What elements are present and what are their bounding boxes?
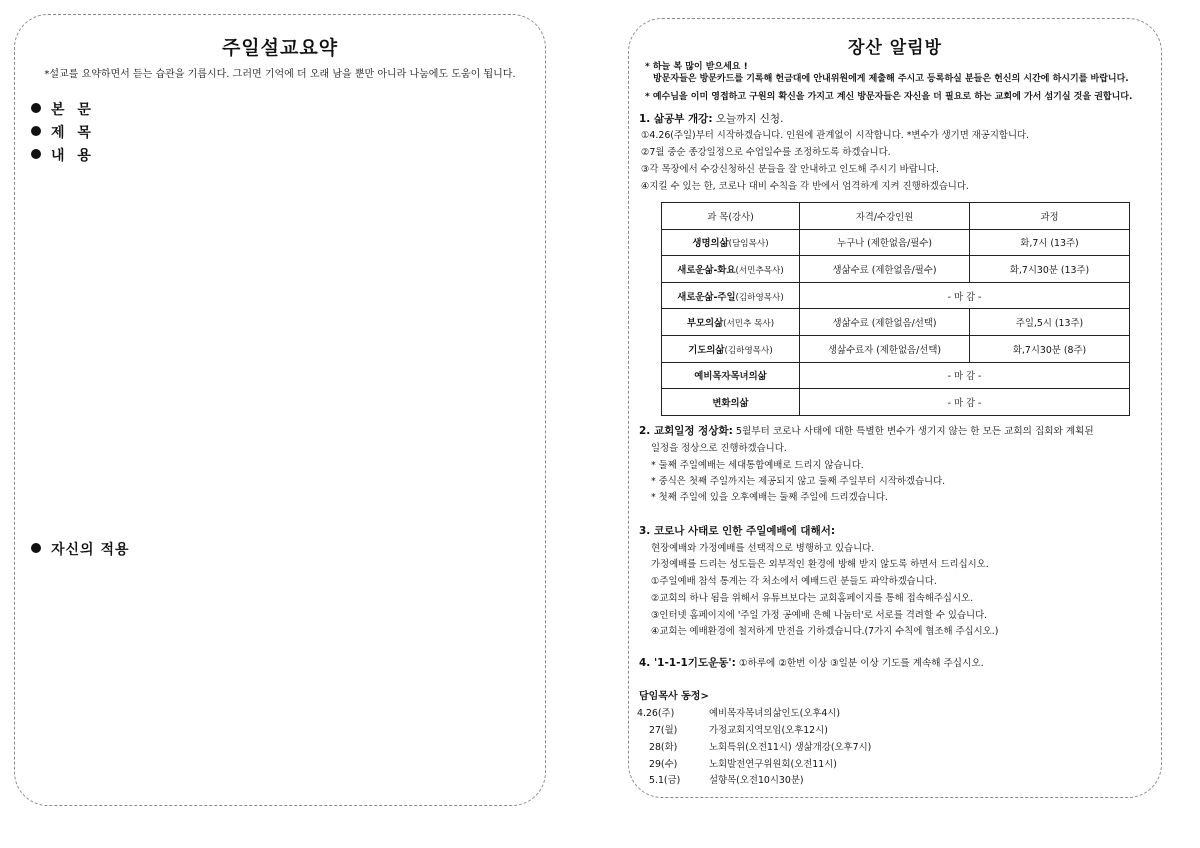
course-schedule: 화,7시 (13주) [970, 229, 1130, 256]
sermon-summary-title: 주일설교요약 [221, 37, 339, 59]
course-name: 변화의삶 [662, 389, 800, 416]
section-1-line: ③각 목장에서 수강신청하신 분들을 잘 안내하고 인도해 주시기 바랍니다. [641, 164, 939, 175]
course-closed: - 마 감 - [800, 362, 1130, 389]
bullet-label: 내 용 [51, 148, 95, 164]
course-closed: - 마 감 - [800, 389, 1130, 416]
course-name: 기도의삶(김하영목사) [662, 335, 800, 362]
section-1-line: ②7월 중순 종강일정으로 수업일수를 조정하도록 하겠습니다. [641, 147, 891, 158]
schedule-date: 28(화) [649, 742, 678, 753]
bullet-scripture [31, 99, 95, 119]
section-heading-tail: 5월부터 코로나 사태에 대한 특별한 변수가 생기지 않는 한 모든 교회의 집회와 계획된 [732, 426, 1094, 437]
table-row [662, 389, 1130, 416]
sermon-summary-subtitle: *설교를 요약하면서 듣는 습관을 기릅시다. 그러면 기억에 더 오래 남을 뿐만 아니라 나눔에도 도움이 됩니다. [44, 69, 516, 80]
section-2-line: 일정을 정상으로 진행하겠습니다. [651, 443, 787, 454]
table-row [662, 256, 1130, 283]
section-2-line: * 첫째 주일에 있을 오후예배는 둘째 주일에 드리겠습니다. [651, 492, 888, 503]
announcements-panel [628, 18, 1162, 798]
visitor-recommendation: * 예수님을 이미 영접하고 구원의 확신을 가지고 계신 방문자들은 자신을 더 필요로 하는 교회에 가서 섬기실 것을 권합니다. [645, 92, 1133, 102]
table-header-row [662, 203, 1130, 230]
schedule-event: 가정교회지역모임(오후12시) [709, 725, 828, 736]
section-3-line: 가정예배를 드리는 성도들은 외부적인 환경에 방해 받지 않도록 하면서 드리십시오. [651, 559, 989, 570]
table-row [662, 282, 1130, 309]
section-4-heading [639, 657, 984, 670]
course-qualification: 생삶수료 (제한없음/선택) [800, 309, 970, 336]
course-qualification: 생삶수료자 (제한없음/선택) [800, 335, 970, 362]
sermon-summary-panel [14, 14, 546, 806]
section-1-line: ①4.26(주일)부터 시작하겠습니다. 인원에 관계없이 시작합니다. *변수가 생기면 재공지합니다. [641, 130, 1030, 141]
schedule-date: 4.26(주) [637, 708, 675, 719]
section-2-line: * 중식은 첫째 주일까지는 제공되지 않고 둘째 주일부터 시작하겠습니다. [651, 476, 946, 487]
course-name: 부모의삶(서민추 목사) [662, 309, 800, 336]
section-3-line: ①주일예배 참석 통계는 각 처소에서 예배드린 분들도 파악하겠습니다. [651, 576, 937, 587]
bullet-content [31, 145, 95, 165]
course-schedule: 화,7시30분 (13주) [970, 256, 1130, 283]
table-row [662, 309, 1130, 336]
table-header: 자격/수강인원 [800, 203, 970, 230]
schedule-date: 29(수) [649, 759, 678, 770]
welcome-notice: * 하늘 복 많이 받으세요 ! [645, 62, 748, 72]
section-3-line: ④교회는 예배환경에 철저하게 만전을 기하겠습니다.(7가지 수칙에 협조해 주십시오.) [651, 626, 999, 637]
course-schedule: 주일,5시 (13주) [970, 309, 1130, 336]
course-schedule: 화,7시30분 (8주) [970, 335, 1130, 362]
pastor-schedule-heading: 담임목사 동정> [639, 691, 709, 702]
schedule-event: 노회발전연구위원회(오전11시) [709, 759, 837, 770]
section-1-line: ④지킬 수 있는 한, 코로나 대비 수칙을 각 반에서 엄격하게 지켜 진행하겠습니다. [641, 181, 969, 192]
section-3-heading: 3. 코로나 사태로 인한 주일예배에 대해서: [639, 525, 836, 537]
bullet-title [31, 122, 95, 142]
bullet-label: 자신의 적용 [51, 542, 130, 558]
section-heading-tail: ①하루에 ②한번 이상 ③일분 이상 기도를 계속해 주십시오. [735, 658, 984, 669]
course-qualification: 누구나 (제한없음/필수) [800, 229, 970, 256]
schedule-event: 노회특위(오전11시) 생삶개강(오후7시) [709, 742, 872, 753]
section-2-heading [639, 425, 1094, 438]
course-name: 생명의삶(담임목사) [662, 229, 800, 256]
section-3-line: ②교회의 하나 됨을 위해서 유튜브보다는 교회홈페이지를 통해 접속해주십시오. [651, 593, 974, 604]
bullet-dot-icon [31, 126, 41, 136]
section-heading-tail: 오늘까지 신청. [712, 113, 784, 125]
table-row [662, 335, 1130, 362]
visitor-notice: 방문자들은 방문카드를 기록해 헌금대에 안내위원에게 제출해 주시고 등록하실 분들은 헌신의 시간에 하시기를 바랍니다. [653, 74, 1129, 84]
course-name: 예비목자목녀의삶 [662, 362, 800, 389]
section-2-line: * 둘째 주일예배는 세대통합예배로 드리지 않습니다. [651, 460, 864, 471]
section-3-line: 현장예배와 가정예배를 선택적으로 병행하고 있습니다. [651, 543, 875, 554]
table-header: 과정 [970, 203, 1130, 230]
table-header: 과 목(강사) [662, 203, 800, 230]
table-row [662, 229, 1130, 256]
course-closed: - 마 감 - [800, 282, 1130, 309]
bullet-dot-icon [31, 149, 41, 159]
bullet-label: 제 목 [51, 125, 95, 141]
section-heading-text: 2. 교회일정 정상화: [639, 425, 733, 437]
course-name: 새로운삶-주일(김하영목사) [662, 282, 800, 309]
bullet-dot-icon [31, 543, 41, 553]
bullet-label: 본 문 [51, 102, 95, 118]
schedule-date: 5.1(금) [649, 775, 681, 786]
table-row [662, 362, 1130, 389]
section-heading-text: 4. '1-1-1기도운동': [639, 657, 736, 669]
course-table [661, 202, 1130, 416]
bullet-dot-icon [31, 103, 41, 113]
announcements-title: 장산 알림방 [847, 38, 943, 58]
section-3-line: ③인터넷 홈페이지에 '주일 가정 공예배 은혜 나눔터'로 서로를 격려할 수 있습니다. [651, 610, 988, 621]
course-name: 새로운삶-화요(서민추목사) [662, 256, 800, 283]
course-qualification: 생삶수료 (제한없음/필수) [800, 256, 970, 283]
section-heading-text: 1. 삶공부 개강: [639, 113, 713, 125]
schedule-event: 예비목자목녀의삶인도(오후4시) [709, 708, 841, 719]
schedule-date: 27(월) [649, 725, 678, 736]
schedule-event: 설향목(오전10시30분) [709, 775, 804, 786]
bullet-application [31, 539, 130, 559]
section-1-heading [639, 113, 783, 125]
